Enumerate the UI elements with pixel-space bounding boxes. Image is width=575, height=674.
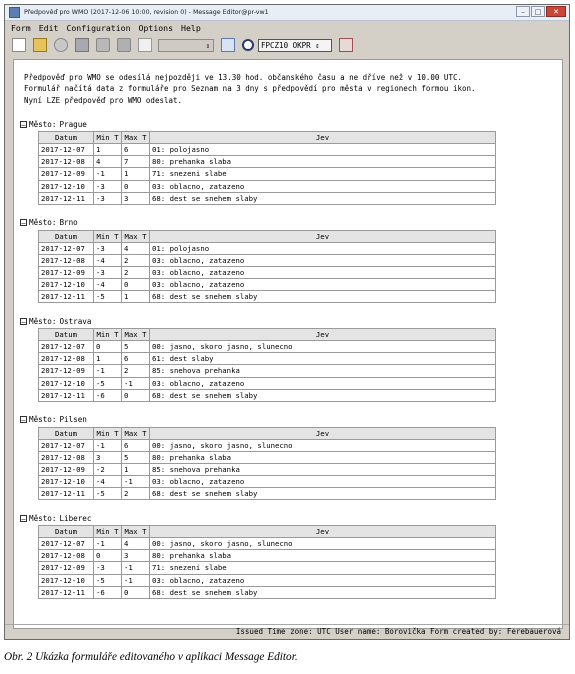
table-cell[interactable]: 1: [94, 144, 122, 156]
table-cell[interactable]: 68: dest se snehem slaby: [150, 586, 496, 598]
collapse-toggle-icon[interactable]: –: [21, 317, 26, 326]
table-cell[interactable]: 6: [122, 439, 150, 451]
column-header[interactable]: Datum: [39, 230, 94, 242]
table-cell[interactable]: -3: [94, 562, 122, 574]
new-file-icon[interactable]: [12, 38, 26, 52]
table-cell[interactable]: 2017-12-10: [39, 476, 94, 488]
city-label: Město:: [29, 119, 57, 129]
table-cell[interactable]: 68: dest se snehem slaby: [150, 488, 496, 500]
table-row[interactable]: [39, 377, 496, 389]
column-header[interactable]: Min T: [94, 526, 122, 538]
station-select[interactable]: FPCZ10 OKPR ⇕: [258, 39, 332, 52]
table-row[interactable]: [39, 168, 496, 180]
city-label: Město:: [29, 513, 57, 523]
table-cell[interactable]: 80: prehanka slaba: [150, 156, 496, 168]
column-header[interactable]: Datum: [39, 427, 94, 439]
app-window: [4, 4, 570, 640]
intro-text: [24, 72, 476, 106]
city-label: Město:: [29, 316, 57, 326]
table-header-row: [39, 427, 496, 439]
table-cell[interactable]: 2017-12-09: [39, 562, 94, 574]
table-cell[interactable]: -4: [94, 476, 122, 488]
calendar-icon[interactable]: [221, 38, 235, 52]
column-header[interactable]: Jev: [150, 230, 496, 242]
table-cell[interactable]: 2017-12-10: [39, 279, 94, 291]
table-cell[interactable]: 2017-12-09: [39, 168, 94, 180]
table-cell[interactable]: -4: [94, 279, 122, 291]
table-cell[interactable]: -1: [122, 377, 150, 389]
empty-select[interactable]: ⇕: [158, 39, 214, 52]
table-cell[interactable]: 2017-12-07: [39, 144, 94, 156]
column-header[interactable]: Max T: [122, 427, 150, 439]
column-header[interactable]: Jev: [150, 526, 496, 538]
table-row[interactable]: [39, 574, 496, 586]
table-cell[interactable]: 2017-12-07: [39, 242, 94, 254]
table-cell[interactable]: 2017-12-10: [39, 377, 94, 389]
table-row[interactable]: [39, 242, 496, 254]
column-header[interactable]: Max T: [122, 230, 150, 242]
table-cell[interactable]: 0: [122, 180, 150, 192]
table-cell[interactable]: -2: [94, 463, 122, 475]
send-icon[interactable]: [339, 38, 353, 52]
column-header[interactable]: Jev: [150, 132, 496, 144]
collapse-toggle-icon[interactable]: –: [21, 514, 26, 523]
intro-line-2: Formulář načítá data z formuláře pro Seznam na 3 dny s předpovědí pro města v regionech formou ikon.: [24, 84, 476, 94]
table-cell[interactable]: 2017-12-07: [39, 439, 94, 451]
table-cell[interactable]: 4: [122, 538, 150, 550]
collapse-toggle-icon[interactable]: –: [21, 219, 26, 227]
toolbar: [5, 35, 569, 55]
table-cell[interactable]: -4: [94, 254, 122, 266]
form-content: [13, 59, 563, 629]
table-row[interactable]: [39, 291, 496, 303]
column-header[interactable]: Jev: [150, 427, 496, 439]
table-cell[interactable]: 6: [122, 144, 150, 156]
table-cell[interactable]: 2: [122, 254, 150, 266]
table-cell[interactable]: 03: oblacno, zatazeno: [150, 254, 496, 266]
table-cell[interactable]: 00: jasno, skoro jasno, slunecno: [150, 439, 496, 451]
table-cell[interactable]: -1: [122, 476, 150, 488]
table-cell[interactable]: 5: [122, 451, 150, 463]
table-cell[interactable]: 2017-12-07: [39, 341, 94, 353]
table-cell[interactable]: -5: [94, 488, 122, 500]
menu-configuration[interactable]: Configuration: [66, 23, 131, 33]
column-header[interactable]: Datum: [39, 132, 94, 144]
table-row[interactable]: [39, 341, 496, 353]
table-cell[interactable]: -5: [94, 574, 122, 586]
table-cell[interactable]: 01: polojasno: [150, 144, 496, 156]
city-section-header: [20, 217, 78, 229]
table-header-row: [39, 230, 496, 242]
table-cell[interactable]: 71: snezeni slabe: [150, 562, 496, 574]
table-cell[interactable]: -5: [94, 377, 122, 389]
table-cell[interactable]: 2017-12-08: [39, 451, 94, 463]
city-section-header: [20, 118, 87, 130]
table-cell[interactable]: -1: [94, 168, 122, 180]
table-cell[interactable]: 2: [122, 365, 150, 377]
table-cell[interactable]: 3: [122, 550, 150, 562]
table-cell[interactable]: -1: [94, 538, 122, 550]
document-icon[interactable]: [138, 38, 152, 52]
table-cell[interactable]: -3: [94, 266, 122, 278]
column-header[interactable]: Max T: [122, 526, 150, 538]
app-icon: [9, 7, 20, 18]
table-cell[interactable]: 01: polojasno: [150, 242, 496, 254]
table-cell[interactable]: 2017-12-10: [39, 574, 94, 586]
table-cell[interactable]: 0: [122, 279, 150, 291]
table-cell[interactable]: 2: [122, 266, 150, 278]
table-cell[interactable]: 03: oblacno, zatazeno: [150, 574, 496, 586]
maximize-button[interactable]: □: [531, 6, 545, 17]
table-cell[interactable]: 0: [122, 389, 150, 401]
table-cell[interactable]: 2017-12-11: [39, 389, 94, 401]
menu-form[interactable]: Form: [11, 23, 31, 33]
column-header[interactable]: Min T: [94, 427, 122, 439]
column-header[interactable]: Max T: [122, 329, 150, 341]
table-cell[interactable]: 1: [122, 463, 150, 475]
table-row[interactable]: [39, 451, 496, 463]
city-name: Liberec: [59, 513, 92, 523]
table-cell[interactable]: 4: [94, 156, 122, 168]
table-cell[interactable]: 2017-12-07: [39, 538, 94, 550]
table-cell[interactable]: 0: [94, 341, 122, 353]
column-header[interactable]: Datum: [39, 526, 94, 538]
table-cell[interactable]: -1: [122, 574, 150, 586]
table-cell[interactable]: -5: [94, 291, 122, 303]
table-row[interactable]: [39, 365, 496, 377]
table-row[interactable]: [39, 156, 496, 168]
table-cell[interactable]: 2017-12-08: [39, 353, 94, 365]
table-row[interactable]: [39, 488, 496, 500]
table-row[interactable]: [39, 439, 496, 451]
table-cell[interactable]: 3: [94, 451, 122, 463]
table-cell[interactable]: 4: [122, 242, 150, 254]
table-cell[interactable]: 0: [122, 586, 150, 598]
city-section-header: [20, 414, 87, 426]
forecast-table: [38, 328, 496, 402]
settings-icon[interactable]: [54, 38, 68, 52]
table-cell[interactable]: 00: jasno, skoro jasno, slunecno: [150, 538, 496, 550]
collapse-toggle-icon[interactable]: –: [21, 416, 26, 424]
minimize-button[interactable]: –: [516, 6, 530, 17]
forecast-table: [38, 427, 496, 501]
save-icon[interactable]: [75, 38, 89, 52]
table-row[interactable]: [39, 192, 496, 204]
table-cell[interactable]: 2017-12-11: [39, 488, 94, 500]
table-cell[interactable]: -3: [94, 192, 122, 204]
table-cell[interactable]: 2017-12-11: [39, 586, 94, 598]
table-cell[interactable]: 00: jasno, skoro jasno, slunecno: [150, 341, 496, 353]
table-cell[interactable]: 2017-12-09: [39, 365, 94, 377]
close-button[interactable]: ✕: [546, 6, 566, 17]
city-section-header: [20, 315, 91, 327]
table-cell[interactable]: 1: [122, 168, 150, 180]
table-header-row: [39, 132, 496, 144]
city-label: Město:: [29, 415, 57, 424]
forecast-table: [38, 230, 496, 304]
table-row[interactable]: [39, 476, 496, 488]
table-cell[interactable]: 2017-12-10: [39, 180, 94, 192]
table-cell[interactable]: 80: prehanka slaba: [150, 550, 496, 562]
column-header[interactable]: Datum: [39, 329, 94, 341]
table-cell[interactable]: 2: [122, 488, 150, 500]
city-label: Město:: [29, 218, 57, 227]
menu-bar: [5, 21, 569, 35]
table-cell[interactable]: 2017-12-11: [39, 291, 94, 303]
table-cell[interactable]: 68: dest se snehem slaby: [150, 291, 496, 303]
menu-help[interactable]: Help: [181, 23, 201, 33]
menu-options[interactable]: Options: [138, 23, 174, 33]
column-header[interactable]: Min T: [94, 230, 122, 242]
table-cell[interactable]: -3: [94, 180, 122, 192]
table-cell[interactable]: 03: oblacno, zatazeno: [150, 377, 496, 389]
column-header[interactable]: Min T: [94, 132, 122, 144]
find-icon[interactable]: [242, 39, 254, 51]
table-cell[interactable]: 2017-12-09: [39, 463, 94, 475]
column-header[interactable]: Max T: [122, 132, 150, 144]
intro-line-3: Nyní LZE předpověď pro WMO odeslat.: [24, 95, 183, 105]
table-header-row: [39, 329, 496, 341]
table-cell[interactable]: 2017-12-11: [39, 192, 94, 204]
table-cell[interactable]: 61: dest slaby: [150, 353, 496, 365]
table-row[interactable]: [39, 550, 496, 562]
table-row[interactable]: [39, 463, 496, 475]
table-cell[interactable]: -1: [94, 439, 122, 451]
lock-icon[interactable]: [96, 38, 110, 52]
table-row[interactable]: [39, 254, 496, 266]
title-bar: [5, 5, 569, 21]
table-cell[interactable]: 3: [122, 192, 150, 204]
window-title: Předpověď pro WMO (2017-12-06 10:00, revision 0) - Message Editor@pr-vw1: [24, 9, 269, 16]
table-cell[interactable]: -1: [122, 562, 150, 574]
table-cell[interactable]: 85: snehova prehanka: [150, 365, 496, 377]
table-row[interactable]: [39, 389, 496, 401]
table-row[interactable]: [39, 586, 496, 598]
table-cell[interactable]: 71: snezeni slabe: [150, 168, 496, 180]
table-row[interactable]: [39, 562, 496, 574]
figure-caption: Obr. 2 Ukázka formuláře editovaného v aplikaci Message Editor.: [4, 651, 298, 663]
table-cell[interactable]: -1: [94, 365, 122, 377]
table-row[interactable]: [39, 144, 496, 156]
column-header[interactable]: Min T: [94, 329, 122, 341]
table-cell[interactable]: 85: snehova prehanka: [150, 463, 496, 475]
table-cell[interactable]: -6: [94, 389, 122, 401]
table-cell[interactable]: 5: [122, 341, 150, 353]
table-header-row: [39, 526, 496, 538]
open-folder-icon[interactable]: [33, 38, 47, 52]
collapse-toggle-icon[interactable]: –: [21, 120, 26, 129]
table-cell[interactable]: -6: [94, 586, 122, 598]
city-name: Ostrava: [59, 316, 92, 326]
table-cell[interactable]: 0: [94, 550, 122, 562]
table-cell[interactable]: 03: oblacno, zatazeno: [150, 266, 496, 278]
city-name: Pilsen: [59, 415, 87, 424]
table-cell[interactable]: 1: [94, 353, 122, 365]
table-cell[interactable]: 03: oblacno, zatazeno: [150, 476, 496, 488]
intro-line-1: Předpověď pro WMO se odesílá nejpozději ve 13.30 hod. občanského času a ne dříve než v 10.00 UTC.: [24, 73, 462, 82]
table-row[interactable]: [39, 266, 496, 278]
table-cell[interactable]: 68: dest se snehem slaby: [150, 389, 496, 401]
table-cell[interactable]: 80: prehanka slaba: [150, 451, 496, 463]
column-header[interactable]: Jev: [150, 329, 496, 341]
menu-edit[interactable]: Edit: [38, 23, 59, 33]
table-cell[interactable]: 03: oblacno, zatazeno: [150, 279, 496, 291]
table-row[interactable]: [39, 353, 496, 365]
table-row[interactable]: [39, 279, 496, 291]
table-cell[interactable]: 2017-12-08: [39, 254, 94, 266]
table-cell[interactable]: 2017-12-08: [39, 156, 94, 168]
table-cell[interactable]: 6: [122, 353, 150, 365]
table-cell[interactable]: 2017-12-09: [39, 266, 94, 278]
status-bar: Issued Time zone: UTC User name: Borovička Form created by: Ferebauerová: [5, 624, 569, 639]
table-cell[interactable]: 2017-12-08: [39, 550, 94, 562]
city-name: Prague: [59, 119, 87, 129]
table-cell[interactable]: 1: [122, 291, 150, 303]
forecast-table: [38, 131, 496, 205]
table-cell[interactable]: 03: oblacno, zatazeno: [150, 180, 496, 192]
table-row[interactable]: [39, 180, 496, 192]
city-name: Brno: [59, 218, 78, 227]
table-row[interactable]: [39, 538, 496, 550]
forecast-table: [38, 525, 496, 599]
window-controls: [515, 6, 566, 17]
unlock-icon[interactable]: [117, 38, 131, 52]
table-cell[interactable]: 7: [122, 156, 150, 168]
city-section-header: [20, 512, 91, 524]
table-cell[interactable]: 68: dest se snehem slaby: [150, 192, 496, 204]
table-cell[interactable]: -3: [94, 242, 122, 254]
